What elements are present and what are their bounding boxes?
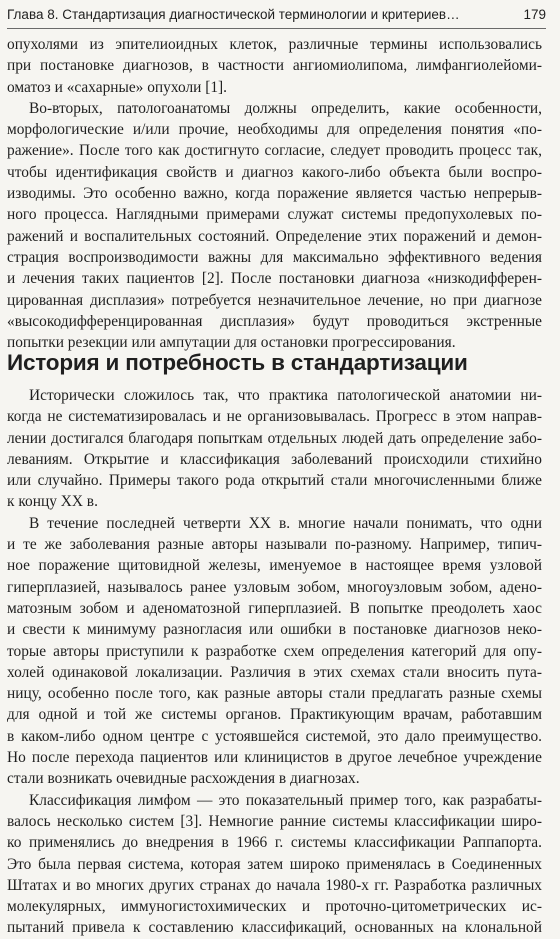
text-line: Но после перехода пациентов или клиницистов в другое лечебное учреждение (7, 749, 542, 767)
text-line: и лечения таких пациентов [2]. После постановки диагноза «низкодифферен- (7, 270, 542, 288)
text-line: Классификация лимфом — это показательный пример того, как разрабаты- (29, 791, 542, 809)
text-line: ражений и воспалительных состояний. Определение этих поражений и демон- (7, 227, 542, 245)
text-line: когда не систематизировалась и не организовывалась. Прогресс в этом направ- (7, 408, 542, 426)
text-line: валось несколько систем [3]. Немногие ранние системы классификации широ- (7, 812, 542, 830)
text-line: Исторически сложилось так, что практика патологической анатомии ни- (29, 387, 542, 404)
text-line: торые авторы приступили к разработке схем определения категорий для опу- (7, 642, 542, 660)
running-header (7, 3, 546, 29)
text-line: пытаний привела к составлению классификаций, основанных на клональной (7, 919, 542, 937)
section-heading: История и потребность в стандартизации (7, 350, 468, 375)
text-line: молекулярных, иммуногистохимических и проточно-цитометрических ис- (7, 898, 542, 916)
text-line: Это была первая система, которая затем широко применялась в Соединенных (7, 855, 542, 873)
text-line: ного процесса. Наглядными примерами служат системы предопухолевых по- (7, 206, 542, 224)
text-line: В течение последней четверти XX в. многие начали понимать, что одни (29, 514, 542, 532)
section-body (7, 385, 542, 939)
text-line: при постановке диагнозов, в частности ангиомиолипома, лимфангиолейоми- (7, 57, 542, 75)
text-line: стали возникать очевидные расхождения в диагнозах. (7, 770, 360, 788)
text-line: ко применялись до внедрения в 1966 г. системы классификации Раппапорта. (7, 834, 542, 852)
text-line: морфологические и/или прочие, необходимы для определения понятия «по- (7, 121, 542, 139)
text-line: холей одинаковой локализации. Различия в этих схемах стали вносить пута- (7, 663, 542, 681)
text-line: страция воспроизводимости важны для максимально эффективного ведения (7, 248, 542, 266)
page-number: 179 (523, 7, 546, 22)
chapter-title: Глава 8. Стандартизация диагностической терминологии и критериев… (7, 7, 460, 22)
text-line: цированная дисплазия» потребуется незначительное лечение, но при диагнозе (7, 291, 542, 309)
text-line: чтобы идентификация свойств и диагноз какого-либо объекта были воспро- (7, 163, 542, 181)
text-line: ражение». После того как достигнуто согласие, следует проводить процесс так, (7, 142, 542, 160)
continued-paragraphs (7, 34, 542, 353)
text-line: гиперплазией, называлось ранее узловым зобом, многоузловым зобом, адено- (7, 578, 542, 596)
text-line: оматоз и «сахарные» опухоли [1]. (7, 78, 227, 96)
text-line: ницу, особенно после того, как разные авторы стали предлагать разные схемы (7, 685, 542, 703)
text-line: для одной и той же системы органов. Практикующим врачам, работавшим (7, 706, 542, 724)
text-line: в каком-либо одном центре с устоявшейся системой, это дало преимущество. (7, 727, 542, 745)
text-line: опухолями из эпителиоидных клеток, различные термины использовались (7, 36, 542, 53)
text-line: и те же заболевания разные авторы называли по-разному. Например, типич- (7, 536, 542, 554)
text-line: изводимы. Это особенно важно, когда поражение является частью непрерыв- (7, 185, 542, 203)
text-line: и свести к минимуму разногласия или ошибки в постановке диагнозов неко- (7, 621, 542, 639)
text-line: попытки резекции или ампутации для остановки прогрессирования. (7, 334, 456, 352)
text-line: к концу XX в. (7, 493, 98, 511)
text-line: леваниям. Открытие и классификация заболеваний происходили стихийно (7, 450, 542, 468)
text-line: Штатах и во многих других странах до начала 1980-х гг. Разработка различных (7, 876, 542, 894)
text-line: матозным зобом и аденоматозной гиперплазией. В попытке преодолеть хаос (7, 599, 542, 617)
text-line: или случайно. Примеры такого рода открытий стали многочисленными ближе (7, 472, 542, 490)
text-line: Во-вторых, патологоанатомы должны определить, какие особенности, (29, 99, 542, 117)
text-line: ное поражение щитовидной железы, именуемое в настоящее время узловой (7, 557, 542, 575)
text-line: лении достигался благодаря попыткам отдельных людей дать определение забо- (7, 429, 542, 447)
text-line: «высокодифференцированная дисплазия» будут проводиться экстренные (7, 312, 542, 330)
